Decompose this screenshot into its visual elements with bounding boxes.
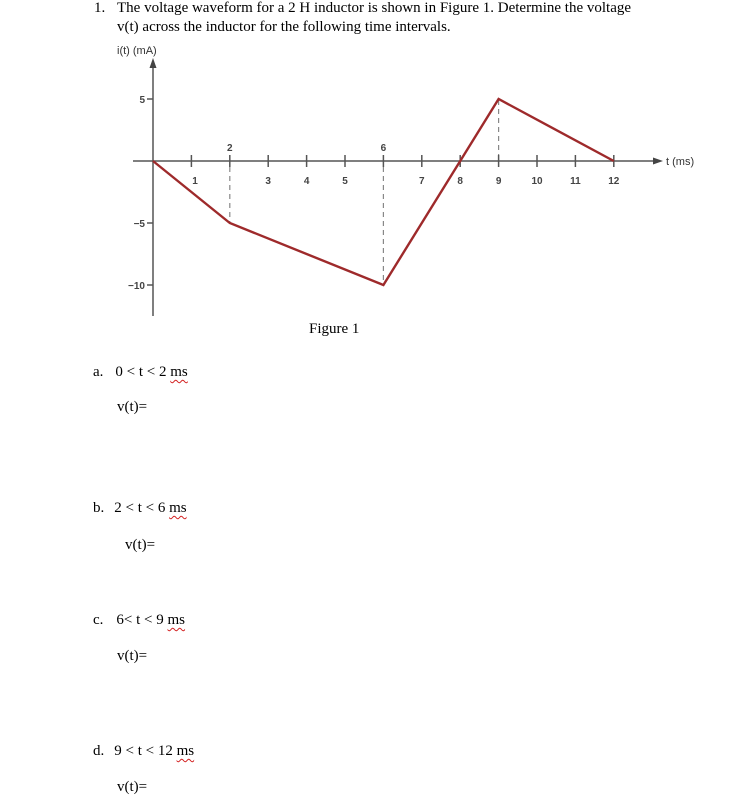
svg-text:12: 12 xyxy=(608,176,620,187)
question-line-2: v(t) across the inductor for the following time intervals. xyxy=(117,19,451,35)
x-axis-label: t (ms) xyxy=(666,156,695,168)
y-ticks xyxy=(147,99,153,285)
part-d: d. 9 < t < 12 ms xyxy=(93,743,195,759)
part-letter: a. xyxy=(93,364,104,380)
unit-ms: ms xyxy=(176,743,195,759)
svg-text:9: 9 xyxy=(495,176,502,187)
dashed-guides xyxy=(230,100,499,284)
svg-text:−10: −10 xyxy=(128,281,145,292)
svg-text:8: 8 xyxy=(457,176,463,187)
svg-text:2: 2 xyxy=(227,143,233,154)
answer-d: v(t)= xyxy=(117,779,148,795)
y-axis-label: i(t) (mA) xyxy=(117,45,157,57)
part-b: b. 2 < t < 6 ms xyxy=(93,500,187,516)
answer-b: v(t)= xyxy=(125,537,156,553)
svg-text:7: 7 xyxy=(419,176,425,187)
part-letter: b. xyxy=(93,500,105,516)
unit-ms: ms xyxy=(169,500,187,516)
unit-ms: ms xyxy=(170,364,188,380)
svg-text:3: 3 xyxy=(265,176,271,187)
svg-text:10: 10 xyxy=(531,176,543,187)
svg-text:5: 5 xyxy=(342,176,348,187)
svg-text:6: 6 xyxy=(380,143,387,154)
x-tick-labels xyxy=(192,143,620,187)
svg-text:11: 11 xyxy=(570,176,581,187)
question-line-1: The voltage waveform for a 2 H inductor is shown in Figure 1. Determine the voltage xyxy=(117,0,632,16)
answer-a: v(t)= xyxy=(117,399,148,415)
question-number: 1. xyxy=(94,0,106,16)
part-c: c. 6< t < 9 ms xyxy=(93,612,186,628)
axes xyxy=(133,66,655,316)
unit-ms: ms xyxy=(167,612,186,628)
answer-c: v(t)= xyxy=(117,648,148,664)
svg-text:1: 1 xyxy=(192,176,198,187)
x-axis-arrow-icon xyxy=(653,158,663,165)
y-tick-labels xyxy=(128,95,145,292)
figure-caption: Figure 1 xyxy=(309,321,360,337)
svg-text:4: 4 xyxy=(303,176,310,187)
y-axis-arrow-icon xyxy=(150,58,157,68)
current-waveform-chart xyxy=(0,0,739,340)
svg-text:5: 5 xyxy=(139,95,145,106)
part-letter: d. xyxy=(93,743,105,759)
part-a: a. 0 < t < 2 ms xyxy=(93,364,188,380)
part-letter: c. xyxy=(93,612,104,628)
svg-text:−5: −5 xyxy=(133,219,145,230)
